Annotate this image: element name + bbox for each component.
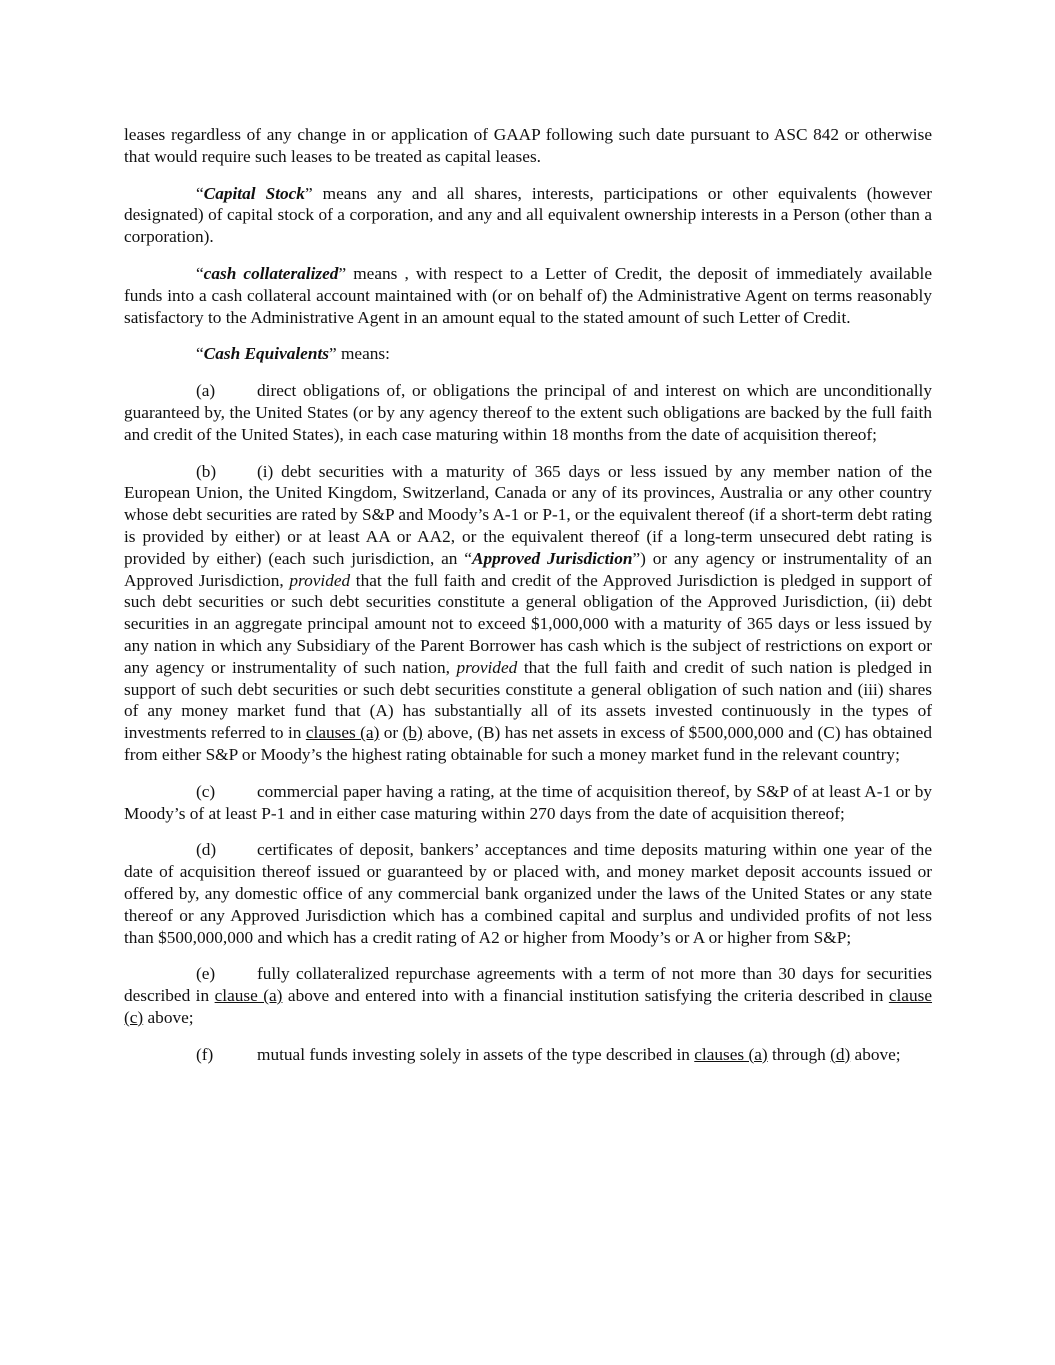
clause-b-text-5: or [379, 723, 403, 743]
clause-e [124, 963, 932, 1028]
clause-reference-a[interactable]: clause (a) [214, 986, 283, 1006]
clause-e-text-1: fully collateralized repurchase agreements with a term of not more than 30 days for securities described in [124, 964, 932, 1006]
clause-c [124, 781, 932, 825]
clause-b-text-6: above, (B) has net assets in excess of $500,000,000 and (C) has obtained from either S&P or Moody’s the highest rating obtainable for such a money market fund in the relevant country; [124, 723, 932, 764]
clause-e-text-3: above; [143, 1007, 194, 1027]
defined-term-cash-equivalents: Cash Equivalents [203, 344, 329, 364]
clause-reference-c[interactable]: clause (c) [124, 986, 933, 1027]
clause-a-text: direct obligations of, or obligations the principal of and interest on which are unconditionally guaranteed by, the United States (or by any agency thereof to the extent such obligations are backed by the full faith and credit of the United States), in each case maturing within 18 months from the date of acquisition thereof; [124, 381, 932, 444]
clause-d-label: (d) [196, 840, 217, 860]
capital-stock-text: ” means any and all shares, interests, participations or other equivalents (however designated) of capital stock of a corporation, and any and all equivalent ownership interests in a Person (other than a corporation). [124, 183, 932, 247]
clause-reference-a[interactable]: clauses (a) [694, 1044, 768, 1064]
clause-f-text-3: above; [850, 1044, 901, 1064]
clause-f-label: (f) [196, 1044, 214, 1064]
definition-cash-collateralized [124, 263, 932, 328]
provided-italic: provided [289, 570, 351, 590]
defined-term-capital-stock: Capital Stock [203, 183, 305, 203]
clause-f-text-1: mutual funds investing solely in assets of the type described in [257, 1044, 695, 1064]
clause-f-text-2: through [767, 1044, 831, 1064]
leases-text: leases regardless of any change in or application of GAAP following such date pursuant to ASC 842 or otherwise that would require such leases to be treated as capital leases. [124, 125, 932, 166]
clause-b [124, 461, 932, 766]
clause-reference-a[interactable]: clauses (a) [305, 723, 380, 743]
cash-collateralized-text: ” means , with respect to a Letter of Credit, the deposit of immediately available funds into a cash collateral account maintained with (or on behalf of) the Administrative Agent on terms reasonably satisfactory to the Administrative Agent in an amount equal to the stated amount of such Letter of Credit. [124, 263, 933, 327]
clause-c-label: (c) [196, 781, 216, 801]
clause-b-text-2: ”) or any agency or instrumentality of an Approved Jurisdiction, [124, 548, 932, 590]
clause-reference-b[interactable]: (b) [402, 723, 423, 743]
cash-equivalents-text: ” means: [329, 344, 390, 364]
document-page [124, 124, 932, 1080]
clause-c-text: commercial paper having a rating, at the time of acquisition thereof, by S&P of at least A-1 or by Moody’s of at least P-1 and in either case maturing within 270 days from the date of acquisition thereof; [124, 781, 932, 823]
definition-cash-equivalents [124, 343, 932, 365]
open-quote: “ [196, 344, 204, 364]
clause-d-text: certificates of deposit, bankers’ acceptances and time deposits maturing within one year of the date of acquisition thereof issued or guaranteed by or placed with, and money market deposit accounts issued or offered by, any domestic office of any commercial bank organized under the laws of the United States or any state thereof or any Approved Jurisdiction which has a combined capital and surplus and undivided profits of not less than $500,000,000 and which has a credit rating of A2 or higher from Moody’s or A or higher from S&P; [124, 840, 932, 947]
clause-e-label: (e) [196, 964, 216, 984]
clause-a-label: (a) [196, 381, 216, 401]
clause-b-text-4: that the full faith and credit of such nation is pledged in support of such debt securities or such debt securities constitute a general obligation of such nation and (iii) shares of any money market fund that (A) has substantially all of its assets invested continuously in the types of investments referred to in [124, 657, 932, 743]
clause-d [124, 839, 932, 948]
defined-term-approved-jurisdiction: Approved Jurisdiction [471, 548, 633, 568]
definition-capital-stock [124, 183, 932, 248]
clause-reference-d[interactable]: (d) [830, 1044, 851, 1064]
clause-a [124, 380, 932, 445]
paragraph-leases [124, 124, 932, 168]
clause-f [124, 1044, 932, 1066]
defined-term-cash-collateralized: cash collateralized [203, 263, 339, 283]
clause-b-label: (b) [196, 461, 217, 481]
clause-b-text-3: that the full faith and credit of the Approved Jurisdiction is pledged in support of such debt securities or such debt securities constitute a general obligation of the Approved Jurisdiction, (ii) debt securities in an aggregate principal amount not to exceed $1,000,000 with a maturity of 365 days or less issued by any nation in which any Subsidiary of the Parent Borrower has cash which is the subject of restrictions on export or any agency or instrumentality of such nation, [124, 570, 932, 677]
clause-b-text-1: (i) debt securities with a maturity of 365 days or less issued by any member nation of the European Union, the United Kingdom, Switzerland, Canada or any of its provinces, Australia or any other country whose debt securities are rated by S&P and Moody’s A-1 or P-1, or the equivalent thereof (if a short-term debt rating is provided by either) or at least AA or AA2, or the equivalent thereof (if a long-term unsecured debt rating is provided by either) (each such jurisdiction, an “ [124, 461, 933, 568]
open-quote: “ [196, 263, 204, 283]
open-quote: “ [196, 183, 204, 203]
provided-italic: provided [456, 657, 518, 677]
clause-e-text-2: above and entered into with a financial institution satisfying the criteria described in [282, 986, 889, 1006]
